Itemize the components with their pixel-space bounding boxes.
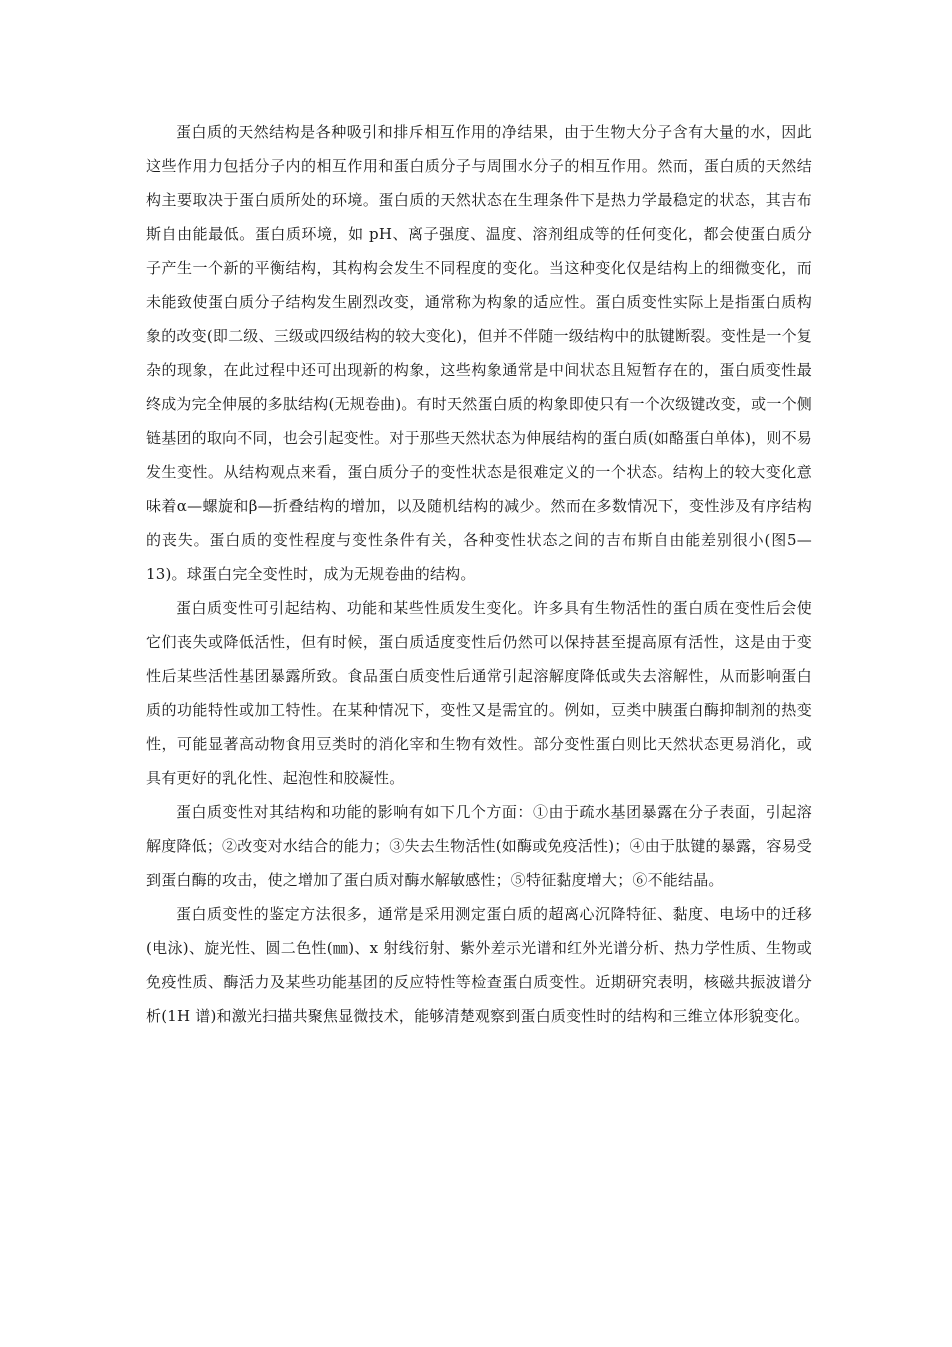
paragraph-denaturation-effects: 蛋白质变性可引起结构、功能和某些性质发生变化。许多具有生物活性的蛋白质在变性后会使它们丧失或降低活性，但有时候，蛋白质适度变性后仍然可以保持甚至提高原有活性，这是由于变性后某些活性基团暴露所致。食品蛋白质变性后通常引起溶解度降低或失去溶解性，从而影响蛋白质的功能特性或加工特性。在某种情况下，变性又是需宜的。例如，豆类中胰蛋白酶抑制剂的热变性，可能显著高动物食用豆类时的消化宰和生物有效性。部分变性蛋白则比天然状态更易消化，或具有更好的乳化性、起泡性和胶凝性。	[146, 599, 812, 787]
paragraph-native-structure: 蛋白质的天然结构是各种吸引和排斥相互作用的净结果，由于生物大分子含有大量的水，因此这些作用力包括分子内的相互作用和蛋白质分子与周围水分子的相互作用。然而，蛋白质的天然结构主要取决于蛋白质所处的环境。蛋白质的天然状态在生理条件下是热力学最稳定的状态，其吉布斯自由能最低。蛋白质环境，如 pH、离子强度、温度、溶剂组成等的任何变化，都会使蛋白质分子产生一个新的平衡结构，其构构会发生不同程度的变化。当这种变化仅是结构上的细微变化，而未能致使蛋白质分子结构发生剧烈改变，通常称为构象的适应性。蛋白质变性实际上是指蛋白质构象的改变(即二级、三级或四级结构的较大变化)，但并不伴随一级结构中的肽键断裂。变性是一个复杂的现象，在此过程中还可出现新的构象，这些构象通常是中间状态且短暂存在的，蛋白质变性最终成为完全伸展的多肽结构(无规卷曲)。有时天然蛋白质的构象即使只有一个次级键改变，或一个侧链基团的取向不同，也会引起变性。对于那些天然状态为伸展结构的蛋白质(如酪蛋白单体)，则不易发生变性。从结构观点来看，蛋白质分子的变性状态是很难定义的一个状态。结构上的较大变化意味着α—螺旋和β—折叠结构的增加，以及随机结构的减少。然而在多数情况下，变性涉及有序结构的丧失。蛋白质的变性程度与变性条件有关，各种变性状态之间的吉布斯自由能差别很小(图5—13)。球蛋白完全变性时，成为无规卷曲的结构。	[146, 123, 812, 583]
paragraph-identification-methods: 蛋白质变性的鉴定方法很多，通常是采用测定蛋白质的超离心沉降特征、黏度、电场中的迁移(电泳)、旋光性、圆二色性(㎜)、x 射线衍射、紫外差示光谱和红外光谱分析、热力学性质、生物或免疫性质、酶活力及某些功能基团的反应特性等检查蛋白质变性。近期研究表明，核磁共振波谱分析(1H 谱)和激光扫描共聚焦显微技术，能够清楚观察到蛋白质变性时的结构和三维立体形貌变化。	[146, 905, 812, 1025]
paragraph-structure-function-impact: 蛋白质变性对其结构和功能的影响有如下几个方面：①由于疏水基团暴露在分子表面，引起溶解度降低；②改变对水结合的能力；③失去生物活性(如酶或免疫活性)；④由于肽键的暴露，容易受到蛋白酶的攻击，使之增加了蛋白质对酶水解敏感性；⑤特征黏度增大；⑥不能结晶。	[146, 803, 812, 889]
document-page	[146, 115, 812, 1033]
